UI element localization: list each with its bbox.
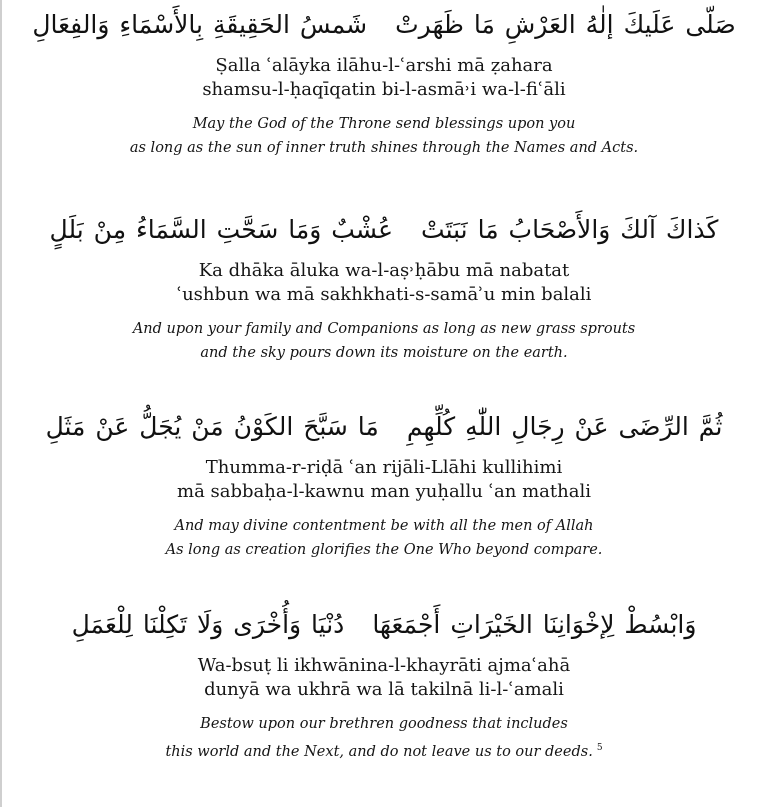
arabic-hemistich-1: صَلّى عَلَيكَ إلٰهُ العَرْشِ مَا ظَهَرتْ — [395, 10, 736, 39]
verse-3 — [0, 410, 768, 562]
arabic-hemistich-1: كَذاكَ آلكَ وَالأَصْحَابُ مَا نَبَتَتْ — [421, 215, 719, 244]
transliteration-line-1: Wa-bsuṭ li ikhwānina-l-khayrāti ajmaʿahā — [197, 655, 571, 676]
verse-1 — [0, 8, 768, 160]
transliteration-line-1: Ṣalla ʿalāyka ilāhu-l-ʿarshi mā ẓahara — [215, 55, 553, 76]
translation-line-2: as long as the sun of inner truth shines through the Names and Acts. — [129, 140, 639, 156]
arabic-hemistich-2: شَمسُ الحَقِيقَةِ بِالأَسْمَاءِ وَالفِعَالِ — [32, 10, 368, 39]
verse-2 — [0, 213, 768, 365]
arabic-hemistich-2: دُنْيَا وَأُخْرَى وَلَا تَكِلْنَا لِلْعَمَلِ — [71, 610, 345, 639]
translation — [0, 514, 768, 562]
transliteration-line-1: Thumma-r-riḍā ʿan rijāli-Llāhi kullihimi — [205, 457, 563, 478]
transliteration-line-2: dunyā wa ukhrā wa lā takilnā li-l-ʿamali — [204, 679, 564, 700]
translation-line-1: And upon your family and Companions as long as new grass sprouts — [132, 321, 636, 337]
arabic-hemistich-2: عُشْبٌ وَمَا سَحَّتِ السَّمَاءُ مِنْ بَلَلٍ — [49, 215, 394, 244]
arabic-verse-line — [0, 410, 768, 450]
translation-line-2: As long as creation glorifies the One Who beyond compare. — [165, 542, 603, 558]
translation-line-2-text: this world and the Next, and do not leave us to our deeds. — [165, 743, 593, 760]
translation-line-1: May the God of the Throne send blessings upon you — [192, 116, 576, 132]
translation-line-2: and the sky pours down its moisture on the earth. — [200, 345, 568, 361]
footnote-reference[interactable]: 5 — [596, 743, 603, 753]
arabic-hemistich-2: مَا سَبَّحَ الكَوْنُ مَنْ يُجَلُّ عَنْ مَثَلِ — [45, 412, 379, 441]
transliteration-line-2: shamsu-l-ḥaqīqatin bi-l-asmā˒i wa-l-fiʿāli — [202, 79, 566, 100]
translation-line-1: Bestow upon our brethren goodness that includes — [200, 716, 568, 732]
arabic-verse-line — [0, 8, 768, 48]
transliteration — [0, 456, 768, 504]
transliteration-line-2: ʿushbun wa mā sakhkhati-s-samāʾu min balali — [176, 284, 592, 305]
verse-4 — [0, 608, 768, 764]
transliteration — [0, 54, 768, 102]
arabic-hemistich-1: وَابْسُطْ لِإخْوَانِنَا الخَيْرَاتِ أَجْمَعَهَا — [372, 610, 697, 639]
translation-line-1: And may divine contentment be with all the men of Allah — [174, 518, 594, 534]
arabic-verse-line — [0, 213, 768, 253]
translation-line-2 — [0, 736, 768, 764]
transliteration — [0, 654, 768, 702]
translation — [0, 317, 768, 365]
translation — [0, 712, 768, 764]
translation — [0, 112, 768, 160]
transliteration — [0, 259, 768, 307]
transliteration-line-1: Ka dhāka āluka wa-l-aṣ˒ḥābu mā nabatat — [198, 260, 570, 281]
arabic-verse-line — [0, 608, 768, 648]
arabic-hemistich-1: ثُمَّ الرِّضَى عَنْ رِجَالِ اللّٰهِ كُلِّهِمِ — [406, 412, 723, 441]
transliteration-line-2: mā sabbaḥa-l-kawnu man yuḥallu ʿan mathali — [177, 481, 591, 502]
